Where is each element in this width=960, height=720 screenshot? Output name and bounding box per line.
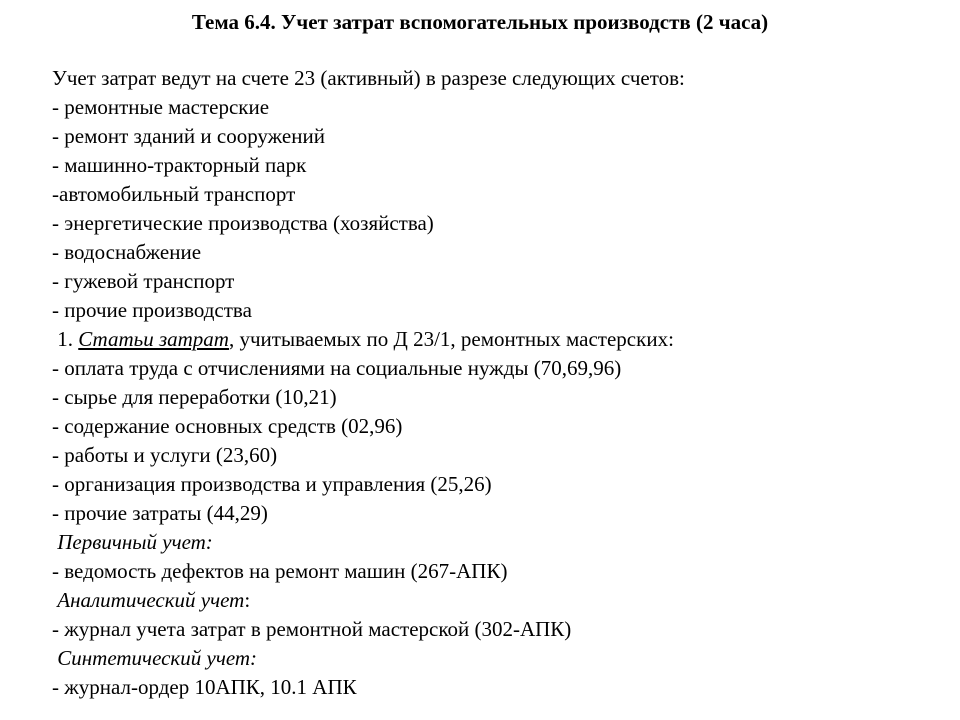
cost-item: - работы и услуги (23,60) bbox=[52, 443, 278, 467]
page-title: Тема 6.4. Учет затрат вспомогательных производств (2 часа) bbox=[191, 10, 769, 34]
synthetic-accounting-item: - журнал-ордер 10АПК, 10.1 АПК bbox=[52, 675, 357, 699]
analytical-heading-colon: : bbox=[244, 588, 251, 612]
accounts-list bbox=[52, 93, 952, 325]
cost-item: - сырье для переработки (10,21) bbox=[52, 385, 337, 409]
account-item: -автомобильный транспорт bbox=[52, 182, 296, 206]
section-1-heading bbox=[52, 325, 952, 354]
cost-item: - организация производства и управления (25,26) bbox=[52, 472, 492, 496]
document-body bbox=[52, 64, 952, 702]
primary-accounting-item: - ведомость дефектов на ремонт машин (267-АПК) bbox=[52, 559, 508, 583]
section-1-number: 1. bbox=[52, 327, 79, 351]
account-item: - энергетические производства (хозяйства) bbox=[52, 211, 434, 235]
cost-item: - содержание основных средств (02,96) bbox=[52, 414, 403, 438]
primary-accounting-heading: Первичный учет: bbox=[52, 530, 213, 554]
cost-items-list bbox=[52, 354, 952, 528]
account-item: - водоснабжение bbox=[52, 240, 202, 264]
synthetic-accounting-heading: Синтетический учет: bbox=[52, 646, 258, 670]
analytical-accounting-item: - журнал учета затрат в ремонтной мастерской (302-АПК) bbox=[52, 617, 572, 641]
account-item: - машинно-тракторный парк bbox=[52, 153, 307, 177]
cost-item: - прочие затраты (44,29) bbox=[52, 501, 268, 525]
analytical-accounting-heading bbox=[52, 586, 952, 615]
intro-line: Учет затрат ведут на счете 23 (активный) в разрезе следующих счетов: bbox=[52, 66, 685, 90]
analytical-heading-text: Аналитический учет bbox=[52, 588, 245, 612]
account-item: - прочие производства bbox=[52, 298, 252, 322]
cost-items-link[interactable]: Статьи затрат bbox=[78, 327, 229, 351]
section-1-rest: , учитываемых по Д 23/1, ремонтных мастерских: bbox=[228, 327, 674, 351]
cost-item: - оплата труда с отчислениями на социальные нужды (70,69,96) bbox=[52, 356, 622, 380]
account-item: - ремонтные мастерские bbox=[52, 95, 270, 119]
account-item: - гужевой транспорт bbox=[52, 269, 235, 293]
account-item: - ремонт зданий и сооружений bbox=[52, 124, 325, 148]
